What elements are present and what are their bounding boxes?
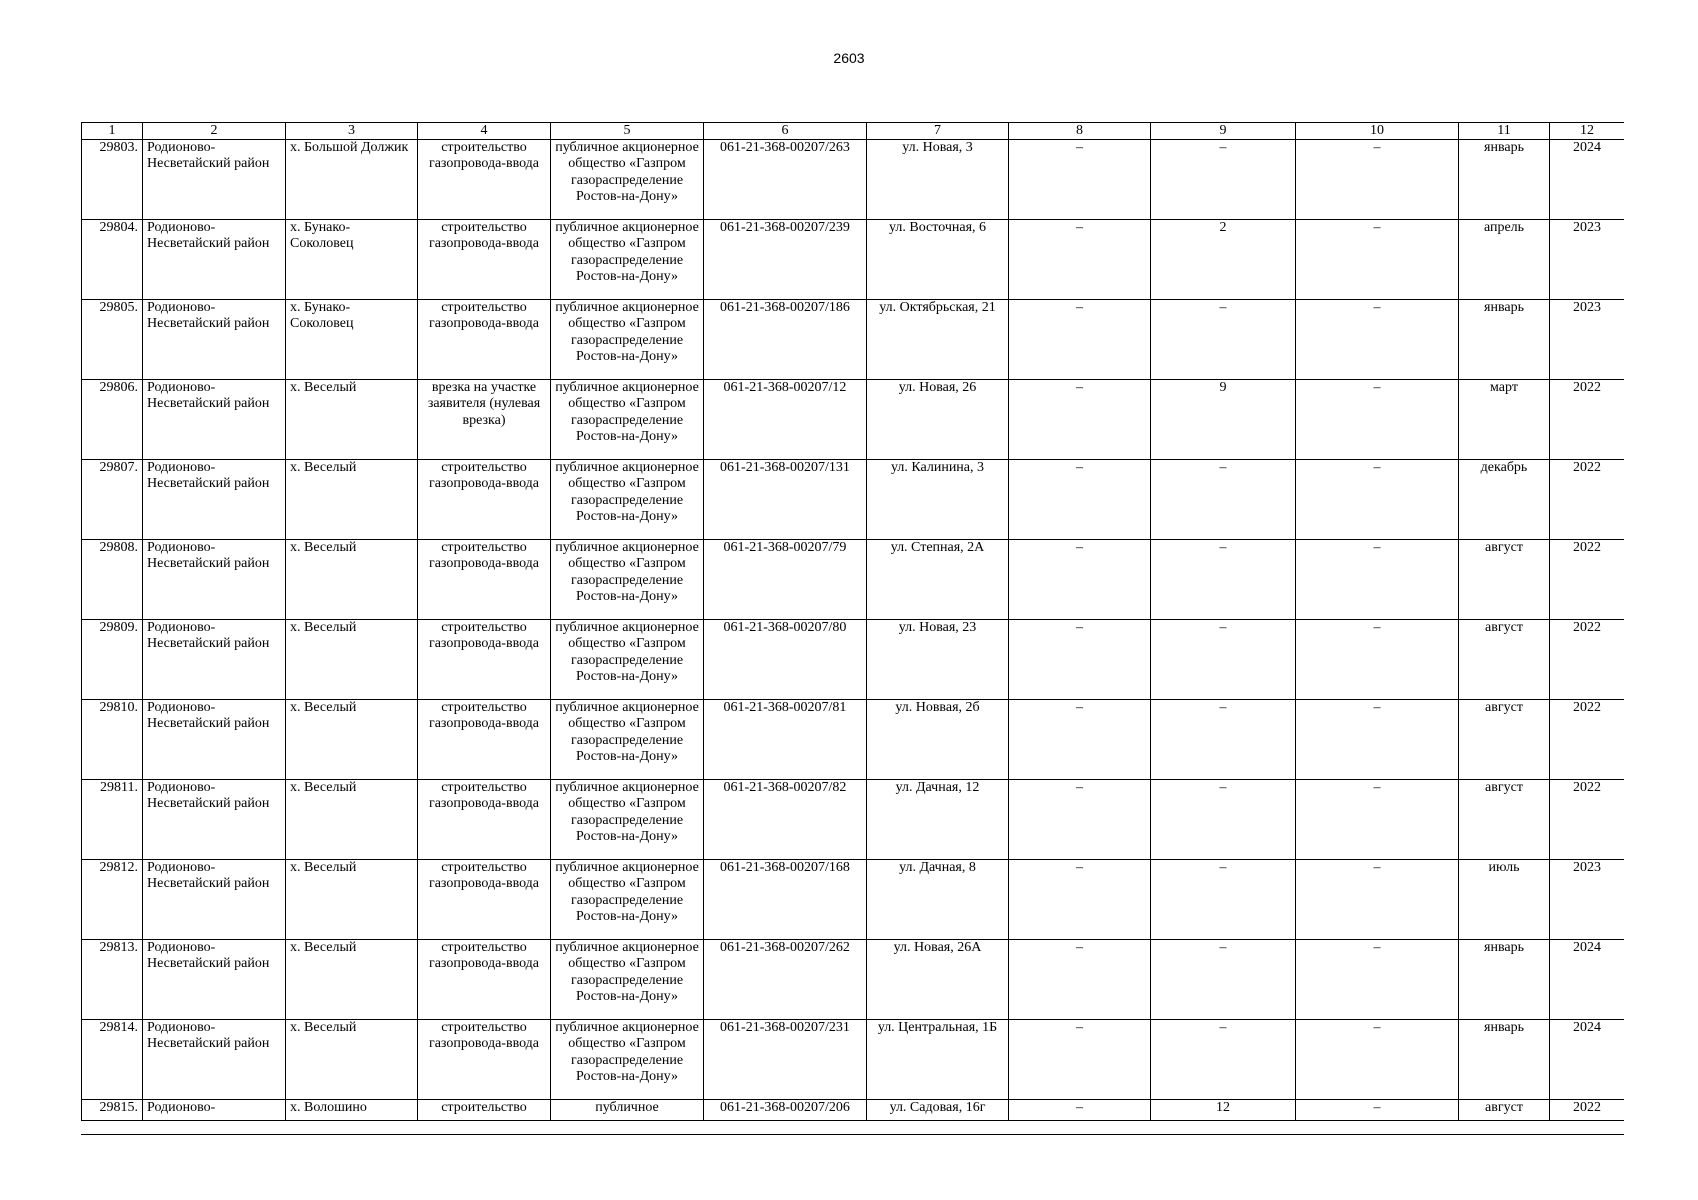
work-type-cell: строительство газопровода-ввода xyxy=(418,300,551,380)
column-number-12: 12 xyxy=(1550,123,1625,140)
work-type-cell: врезка на участке заявителя (нулевая врезка) xyxy=(418,380,551,460)
year-cell: 2023 xyxy=(1550,300,1625,380)
settlement-cell: х. Большой Должик xyxy=(286,140,418,220)
column-8-cell: – xyxy=(1009,700,1151,780)
year-cell: 2022 xyxy=(1550,780,1625,860)
organization-cell: публичное акционерное общество «Газпром газораспределение Ростов-на-Дону» xyxy=(551,860,704,940)
address-cell: ул. Калинина, 3 xyxy=(867,460,1009,540)
settlement-cell: х. Бунако-Соколовец xyxy=(286,220,418,300)
table-row xyxy=(82,700,1625,780)
column-number-8: 8 xyxy=(1009,123,1151,140)
column-9-cell: – xyxy=(1151,460,1296,540)
district-cell: Родионово-Несветайский район xyxy=(143,300,286,380)
column-10-cell: – xyxy=(1296,300,1459,380)
month-cell: июль xyxy=(1459,860,1550,940)
year-cell: 2022 xyxy=(1550,380,1625,460)
row-number: 29810. xyxy=(82,700,143,780)
code-cell: 061-21-368-00207/263 xyxy=(704,140,867,220)
work-type-cell: строительство газопровода-ввода xyxy=(418,460,551,540)
month-cell: август xyxy=(1459,620,1550,700)
year-cell: 2024 xyxy=(1550,1020,1625,1100)
code-cell: 061-21-368-00207/186 xyxy=(704,300,867,380)
row-number: 29814. xyxy=(82,1020,143,1100)
settlement-cell: х. Веселый xyxy=(286,1020,418,1100)
column-10-cell: – xyxy=(1296,1020,1459,1100)
code-cell: 061-21-368-00207/81 xyxy=(704,700,867,780)
table-row xyxy=(82,220,1625,300)
year-cell: 2024 xyxy=(1550,140,1625,220)
row-number: 29809. xyxy=(82,620,143,700)
column-8-cell: – xyxy=(1009,1020,1151,1100)
month-cell: январь xyxy=(1459,140,1550,220)
address-cell: ул. Дачная, 12 xyxy=(867,780,1009,860)
column-9-cell: 9 xyxy=(1151,380,1296,460)
row-number: 29806. xyxy=(82,380,143,460)
table-row xyxy=(82,540,1625,620)
row-number: 29808. xyxy=(82,540,143,620)
code-cell: 061-21-368-00207/168 xyxy=(704,860,867,940)
table-row xyxy=(82,860,1625,940)
row-number: 29812. xyxy=(82,860,143,940)
district-cell: Родионово-Несветайский район xyxy=(143,460,286,540)
code-cell: 061-21-368-00207/231 xyxy=(704,1020,867,1100)
month-cell: декабрь xyxy=(1459,460,1550,540)
address-cell: ул. Восточная, 6 xyxy=(867,220,1009,300)
column-10-cell: – xyxy=(1296,140,1459,220)
column-10-cell: – xyxy=(1296,620,1459,700)
column-9-cell: – xyxy=(1151,1020,1296,1100)
organization-cell: публичное акционерное общество «Газпром газораспределение Ростов-на-Дону» xyxy=(551,780,704,860)
district-cell: Родионово-Несветайский район xyxy=(143,940,286,1020)
year-cell: 2022 xyxy=(1550,540,1625,620)
month-cell: апрель xyxy=(1459,220,1550,300)
data-table xyxy=(81,122,1624,1121)
code-cell: 061-21-368-00207/79 xyxy=(704,540,867,620)
table-row xyxy=(82,780,1625,860)
organization-cell: публичное акционерное общество «Газпром газораспределение Ростов-на-Дону» xyxy=(551,940,704,1020)
column-number-3: 3 xyxy=(286,123,418,140)
organization-cell: публичное акционерное общество «Газпром газораспределение Ростов-на-Дону» xyxy=(551,700,704,780)
code-cell: 061-21-368-00207/239 xyxy=(704,220,867,300)
column-10-cell: – xyxy=(1296,220,1459,300)
district-cell: Родионово-Несветайский район xyxy=(143,700,286,780)
table-row xyxy=(82,1020,1625,1100)
district-cell: Родионово-Несветайский район xyxy=(143,620,286,700)
column-9-cell: – xyxy=(1151,860,1296,940)
table-container xyxy=(81,122,1624,1135)
settlement-cell: х. Бунако-Соколовец xyxy=(286,300,418,380)
work-type-cell: строительство газопровода-ввода xyxy=(418,780,551,860)
settlement-cell: х. Веселый xyxy=(286,380,418,460)
settlement-cell: х. Веселый xyxy=(286,700,418,780)
row-number: 29804. xyxy=(82,220,143,300)
column-8-cell: – xyxy=(1009,220,1151,300)
column-8-cell: – xyxy=(1009,780,1151,860)
settlement-cell: х. Веселый xyxy=(286,620,418,700)
month-cell: март xyxy=(1459,380,1550,460)
settlement-cell: х. Веселый xyxy=(286,540,418,620)
column-number-5: 5 xyxy=(551,123,704,140)
code-cell: 061-21-368-00207/206 xyxy=(704,1100,867,1121)
district-cell: Родионово-Несветайский район xyxy=(143,1020,286,1100)
column-10-cell: – xyxy=(1296,700,1459,780)
organization-cell: публичное акционерное общество «Газпром газораспределение Ростов-на-Дону» xyxy=(551,220,704,300)
district-cell: Родионово-Несветайский район xyxy=(143,780,286,860)
organization-cell: публичное акционерное общество «Газпром газораспределение Ростов-на-Дону» xyxy=(551,1020,704,1100)
organization-cell: публичное акционерное общество «Газпром газораспределение Ростов-на-Дону» xyxy=(551,460,704,540)
code-cell: 061-21-368-00207/80 xyxy=(704,620,867,700)
column-number-2: 2 xyxy=(143,123,286,140)
column-number-9: 9 xyxy=(1151,123,1296,140)
code-cell: 061-21-368-00207/12 xyxy=(704,380,867,460)
settlement-cell: х. Веселый xyxy=(286,860,418,940)
work-type-cell: строительство газопровода-ввода xyxy=(418,140,551,220)
code-cell: 061-21-368-00207/131 xyxy=(704,460,867,540)
table-row xyxy=(82,380,1625,460)
year-cell: 2023 xyxy=(1550,860,1625,940)
district-cell: Родионово-Несветайский район xyxy=(143,540,286,620)
month-cell: август xyxy=(1459,780,1550,860)
column-9-cell: – xyxy=(1151,300,1296,380)
code-cell: 061-21-368-00207/82 xyxy=(704,780,867,860)
work-type-cell: строительство газопровода-ввода xyxy=(418,220,551,300)
district-cell: Родионово-Несветайский район xyxy=(143,380,286,460)
organization-cell: публичное акционерное общество «Газпром газораспределение Ростов-на-Дону» xyxy=(551,140,704,220)
organization-cell: публичное акционерное общество «Газпром газораспределение Ростов-на-Дону» xyxy=(551,620,704,700)
column-9-cell: – xyxy=(1151,700,1296,780)
year-cell: 2024 xyxy=(1550,940,1625,1020)
settlement-cell: х. Волошино xyxy=(286,1100,418,1121)
column-8-cell: – xyxy=(1009,860,1151,940)
work-type-cell: строительство xyxy=(418,1100,551,1121)
table-body xyxy=(82,140,1625,1121)
column-number-6: 6 xyxy=(704,123,867,140)
month-cell: август xyxy=(1459,1100,1550,1121)
column-10-cell: – xyxy=(1296,940,1459,1020)
work-type-cell: строительство газопровода-ввода xyxy=(418,860,551,940)
row-number: 29803. xyxy=(82,140,143,220)
column-10-cell: – xyxy=(1296,860,1459,940)
address-cell: ул. Новая, 26 xyxy=(867,380,1009,460)
organization-cell: публичное акционерное общество «Газпром газораспределение Ростов-на-Дону» xyxy=(551,300,704,380)
address-cell: ул. Новая, 3 xyxy=(867,140,1009,220)
table-row xyxy=(82,300,1625,380)
page-number: 2603 xyxy=(833,50,865,66)
table-row xyxy=(82,140,1625,220)
row-number: 29815. xyxy=(82,1100,143,1121)
column-8-cell: – xyxy=(1009,380,1151,460)
work-type-cell: строительство газопровода-ввода xyxy=(418,620,551,700)
district-cell: Родионово- xyxy=(143,1100,286,1121)
settlement-cell: х. Веселый xyxy=(286,780,418,860)
table-row xyxy=(82,1100,1625,1121)
year-cell: 2022 xyxy=(1550,460,1625,540)
settlement-cell: х. Веселый xyxy=(286,940,418,1020)
organization-cell: публичное акционерное общество «Газпром газораспределение Ростов-на-Дону» xyxy=(551,380,704,460)
year-cell: 2022 xyxy=(1550,700,1625,780)
column-9-cell: 2 xyxy=(1151,220,1296,300)
row-number: 29805. xyxy=(82,300,143,380)
column-8-cell: – xyxy=(1009,1100,1151,1121)
column-10-cell: – xyxy=(1296,1100,1459,1121)
column-9-cell: – xyxy=(1151,940,1296,1020)
district-cell: Родионово-Несветайский район xyxy=(143,140,286,220)
column-9-cell: 12 xyxy=(1151,1100,1296,1121)
column-8-cell: – xyxy=(1009,140,1151,220)
organization-cell: публичное xyxy=(551,1100,704,1121)
column-8-cell: – xyxy=(1009,620,1151,700)
address-cell: ул. Новая, 23 xyxy=(867,620,1009,700)
column-number-7: 7 xyxy=(867,123,1009,140)
address-cell: ул. Октябрьская, 21 xyxy=(867,300,1009,380)
work-type-cell: строительство газопровода-ввода xyxy=(418,700,551,780)
address-cell: ул. Центральная, 1Б xyxy=(867,1020,1009,1100)
column-9-cell: – xyxy=(1151,140,1296,220)
code-cell: 061-21-368-00207/262 xyxy=(704,940,867,1020)
column-9-cell: – xyxy=(1151,780,1296,860)
organization-cell: публичное акционерное общество «Газпром газораспределение Ростов-на-Дону» xyxy=(551,540,704,620)
column-number-11: 11 xyxy=(1459,123,1550,140)
year-cell: 2023 xyxy=(1550,220,1625,300)
month-cell: август xyxy=(1459,700,1550,780)
column-9-cell: – xyxy=(1151,540,1296,620)
month-cell: январь xyxy=(1459,1020,1550,1100)
address-cell: ул. Новвая, 2б xyxy=(867,700,1009,780)
address-cell: ул. Дачная, 8 xyxy=(867,860,1009,940)
column-8-cell: – xyxy=(1009,940,1151,1020)
column-10-cell: – xyxy=(1296,780,1459,860)
settlement-cell: х. Веселый xyxy=(286,460,418,540)
table-row xyxy=(82,940,1625,1020)
work-type-cell: строительство газопровода-ввода xyxy=(418,1020,551,1100)
column-10-cell: – xyxy=(1296,460,1459,540)
column-number-10: 10 xyxy=(1296,123,1459,140)
column-8-cell: – xyxy=(1009,540,1151,620)
row-number: 29807. xyxy=(82,460,143,540)
year-cell: 2022 xyxy=(1550,620,1625,700)
column-9-cell: – xyxy=(1151,620,1296,700)
month-cell: январь xyxy=(1459,300,1550,380)
address-cell: ул. Садовая, 16г xyxy=(867,1100,1009,1121)
column-10-cell: – xyxy=(1296,380,1459,460)
table-row xyxy=(82,620,1625,700)
district-cell: Родионово-Несветайский район xyxy=(143,860,286,940)
table-row xyxy=(82,460,1625,540)
column-8-cell: – xyxy=(1009,300,1151,380)
column-10-cell: – xyxy=(1296,540,1459,620)
row-number: 29811. xyxy=(82,780,143,860)
year-cell: 2022 xyxy=(1550,1100,1625,1121)
month-cell: январь xyxy=(1459,940,1550,1020)
address-cell: ул. Новая, 26А xyxy=(867,940,1009,1020)
district-cell: Родионово-Несветайский район xyxy=(143,220,286,300)
row-number: 29813. xyxy=(82,940,143,1020)
month-cell: август xyxy=(1459,540,1550,620)
column-number-row xyxy=(82,123,1625,140)
work-type-cell: строительство газопровода-ввода xyxy=(418,540,551,620)
column-number-4: 4 xyxy=(418,123,551,140)
work-type-cell: строительство газопровода-ввода xyxy=(418,940,551,1020)
column-number-1: 1 xyxy=(82,123,143,140)
address-cell: ул. Степная, 2А xyxy=(867,540,1009,620)
column-8-cell: – xyxy=(1009,460,1151,540)
